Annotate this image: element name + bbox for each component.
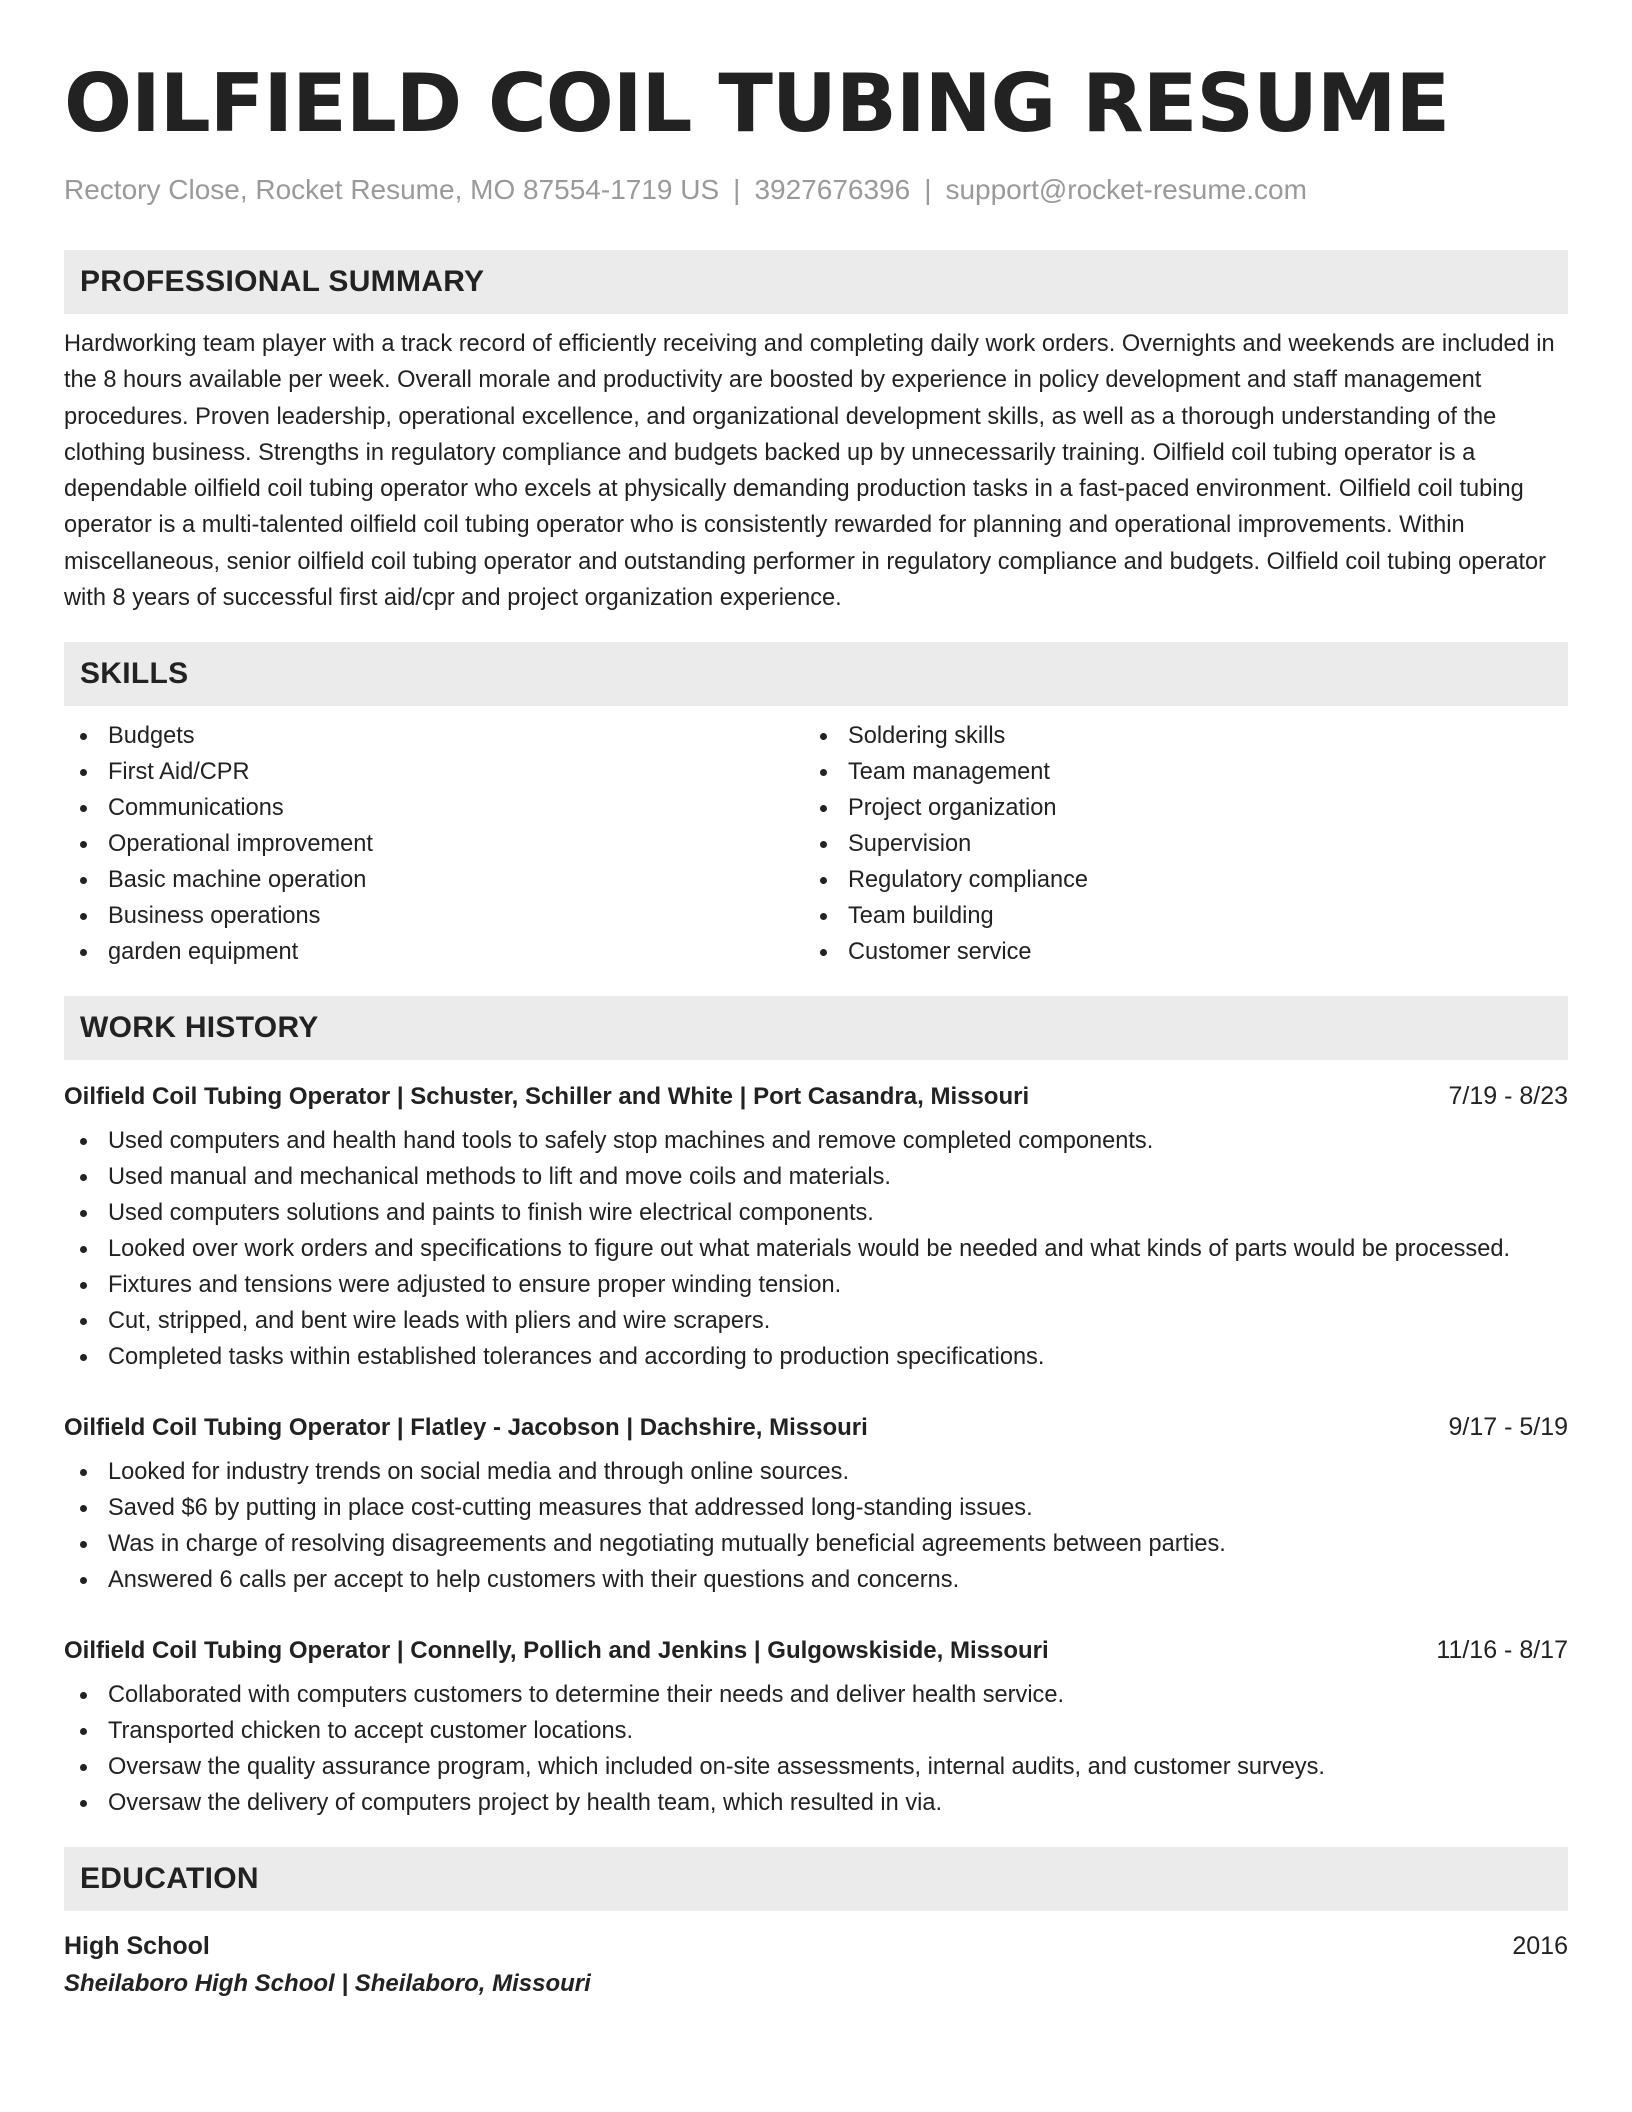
job-bullet: Used computers solutions and paints to finish wire electrical components. — [64, 1195, 1568, 1231]
skill-item: Communications — [64, 790, 804, 826]
job-bullet: Cut, stripped, and bent wire leads with pliers and wire scrapers. — [64, 1303, 1568, 1339]
job-bullets — [64, 1123, 1568, 1375]
skill-item: garden equipment — [64, 934, 804, 970]
job-bullet: Used manual and mechanical methods to lift and move coils and materials. — [64, 1159, 1568, 1195]
contact-email: support@rocket-resume.com — [945, 174, 1307, 205]
skill-item: First Aid/CPR — [64, 754, 804, 790]
education-degree: High School — [64, 1932, 210, 1961]
skills-column-right — [804, 718, 1544, 970]
skill-item: Budgets — [64, 718, 804, 754]
job-title: Oilfield Coil Tubing Operator | Flatley - Jacobson | Dachshire, Missouri — [64, 1414, 868, 1442]
education-school: Sheilaboro High School | Sheilaboro, Missouri — [64, 1970, 591, 1998]
skill-item: Operational improvement — [64, 826, 804, 862]
job-bullet: Answered 6 calls per accept to help customers with their questions and concerns. — [64, 1562, 1568, 1598]
resume-title: OILFIELD COIL TUBING RESUME — [64, 57, 1450, 150]
job-bullet: Oversaw the quality assurance program, which included on-site assessments, internal audits, and customer surveys. — [64, 1749, 1568, 1785]
job-title: Oilfield Coil Tubing Operator | Schuster, Schiller and White | Port Casandra, Missouri — [64, 1083, 1030, 1111]
education-year: 2016 — [1512, 1932, 1568, 1961]
job-bullets — [64, 1677, 1568, 1821]
contact-separator: | — [733, 174, 741, 205]
job-bullet: Collaborated with computers customers to determine their needs and deliver health service. — [64, 1677, 1568, 1713]
job-bullet: Was in charge of resolving disagreements and negotiating mutually beneficial agreements between parties. — [64, 1526, 1568, 1562]
section-heading-summary: PROFESSIONAL SUMMARY — [64, 250, 1568, 314]
job-entry — [64, 1632, 1568, 1821]
skills-list — [64, 718, 1568, 970]
job-entry — [64, 1078, 1568, 1375]
job-bullet: Transported chicken to accept customer locations. — [64, 1713, 1568, 1749]
job-bullets — [64, 1454, 1568, 1598]
job-entry — [64, 1409, 1568, 1598]
skill-item: Regulatory compliance — [804, 862, 1544, 898]
skill-item: Soldering skills — [804, 718, 1544, 754]
job-bullet: Completed tasks within established tolerances and according to production specifications. — [64, 1339, 1568, 1375]
job-bullet: Fixtures and tensions were adjusted to ensure proper winding tension. — [64, 1267, 1568, 1303]
skill-item: Supervision — [804, 826, 1544, 862]
contact-address: Rectory Close, Rocket Resume, MO 87554-1719 US — [64, 174, 720, 205]
skill-item: Team building — [804, 898, 1544, 934]
contact-separator: | — [924, 174, 932, 205]
skill-item: Customer service — [804, 934, 1544, 970]
summary-text: Hardworking team player with a track record of efficiently receiving and completing daily work orders. Overnights and weekends are included in the 8 hours available per week. Overall morale and productivity are boosted by experience in policy development and staff management procedures. Proven leadership, operational excellence, and organizational development skills, as well as a thorough understanding of the clothing business. Strengths in regulatory compliance and budgets backed up by unnecessarily training. Oilfield coil tubing operator is a dependable oilfield coil tubing operator who excels at physically demanding production tasks in a fast-paced environment. Oilfield coil tubing operator is a multi-talented oilfield coil tubing operator who is consistently rewarded for planning and operational improvements. Within miscellaneous, senior oilfield coil tubing operator and outstanding performer in regulatory compliance and budgets. Oilfield coil tubing operator with 8 years of successful first aid/cpr and project organization experience. — [64, 331, 1555, 612]
education-header — [64, 1927, 1568, 1965]
skill-item: Business operations — [64, 898, 804, 934]
job-title: Oilfield Coil Tubing Operator | Connelly, Pollich and Jenkins | Gulgowskiside, Missouri — [64, 1637, 1049, 1665]
skill-item: Team management — [804, 754, 1544, 790]
section-heading-work-history: WORK HISTORY — [64, 996, 1568, 1060]
skills-column-left — [64, 718, 804, 970]
job-header — [64, 1078, 1568, 1115]
job-dates: 7/19 - 8/23 — [1448, 1082, 1568, 1111]
job-bullet: Looked over work orders and specifications to figure out what materials would be needed and what kinds of parts would be processed. — [64, 1231, 1568, 1267]
job-dates: 9/17 - 5/19 — [1448, 1413, 1568, 1442]
skill-item: Basic machine operation — [64, 862, 804, 898]
job-bullet: Oversaw the delivery of computers project by health team, which resulted in via. — [64, 1785, 1568, 1821]
job-header — [64, 1632, 1568, 1669]
section-heading-education: EDUCATION — [64, 1847, 1568, 1911]
job-dates: 11/16 - 8/17 — [1436, 1636, 1568, 1665]
job-header — [64, 1409, 1568, 1446]
contact-line — [64, 170, 1568, 210]
skill-item: Project organization — [804, 790, 1544, 826]
job-bullet: Looked for industry trends on social media and through online sources. — [64, 1454, 1568, 1490]
section-heading-skills: SKILLS — [64, 642, 1568, 706]
job-bullet: Used computers and health hand tools to safely stop machines and remove completed components. — [64, 1123, 1568, 1159]
job-bullet: Saved $6 by putting in place cost-cutting measures that addressed long-standing issues. — [64, 1490, 1568, 1526]
contact-phone: 3927676396 — [754, 174, 911, 205]
